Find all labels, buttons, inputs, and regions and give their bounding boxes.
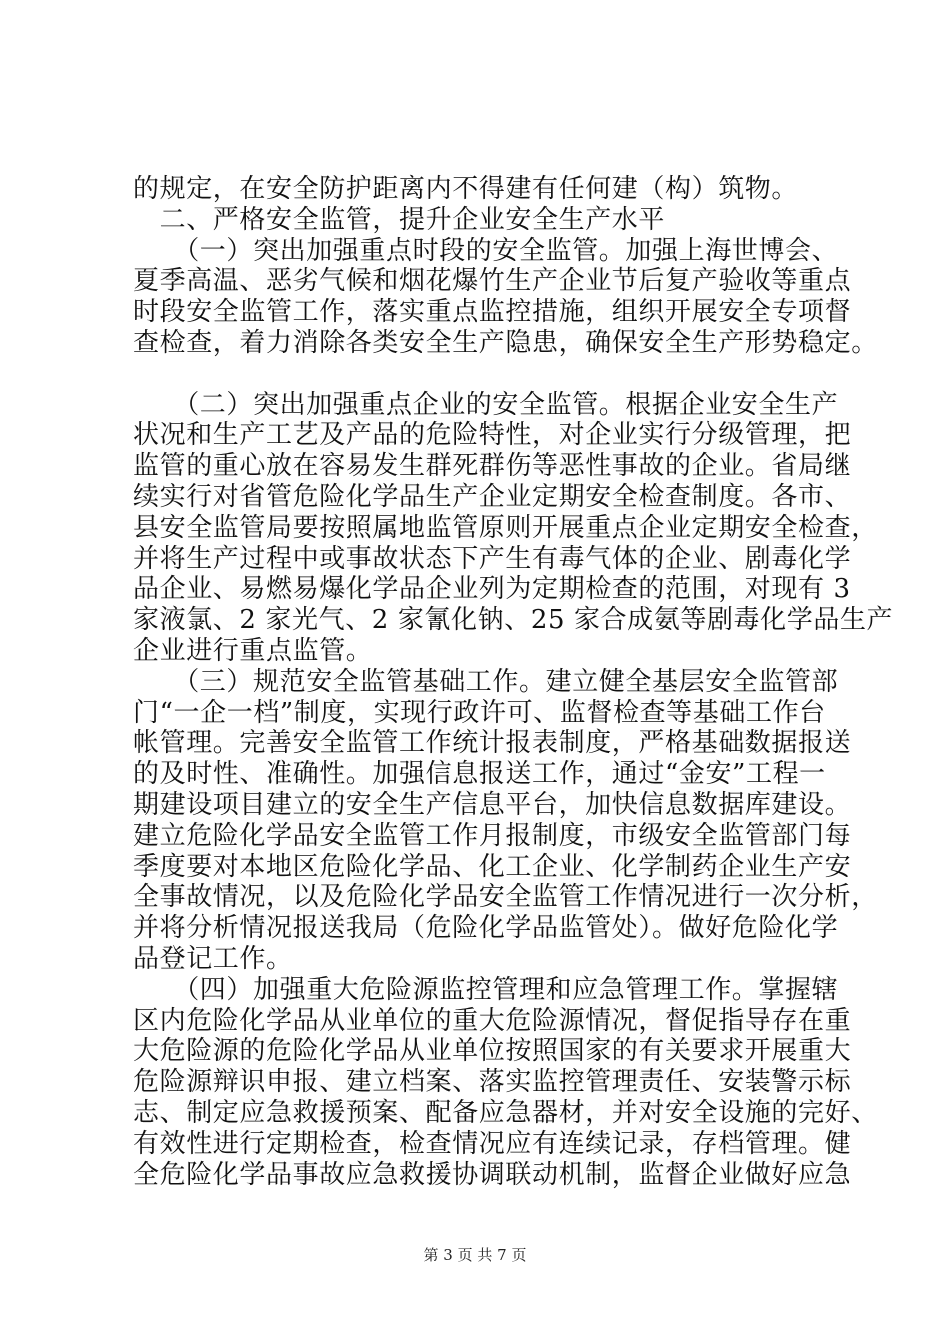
text-line: 帐管理。完善安全监管工作统计报表制度，严格基础数据报送 <box>133 728 852 759</box>
text-line: 并将分析情况报送我局（危险化学品监管处）。做好危险化学 <box>133 913 839 944</box>
text-line: 的及时性、准确性。加强信息报送工作，通过“金安”工程一 <box>133 759 826 790</box>
text-line: 志、制定应急救援预案、配备应急器材，并对安全设施的完好、 <box>133 1097 878 1128</box>
text-line: 的规定，在安全防护距离内不得建有任何建（构）筑物。 <box>133 174 799 204</box>
text-line: 危险源辩识申报、建立档案、落实监控管理责任、安装警示标 <box>133 1067 852 1098</box>
text-line: 季度要对本地区危险化学品、化工企业、化学制药企业生产安 <box>133 851 852 882</box>
section-heading: 二、严格安全监管，提升企业安全生产水平 <box>133 204 666 235</box>
text-line: 有效性进行定期检查，检查情况应有连续记录，存档管理。健 <box>133 1128 852 1159</box>
document-body <box>133 174 894 1190</box>
text-line: 续实行对省管危险化学品生产企业定期安全检查制度。各市、 <box>133 481 852 512</box>
text-line: 大危险源的危险化学品从业单位按照国家的有关要求开展重大 <box>133 1036 852 1067</box>
text-line: 品登记工作。 <box>133 943 293 974</box>
text-line: 并将生产过程中或事故状态下产生有毒气体的企业、剧毒化学 <box>133 543 852 574</box>
text-line: 区内危险化学品从业单位的重大危险源情况，督促指导存在重 <box>133 1005 852 1036</box>
text-line: 门“一企一档”制度，实现行政许可、监督检查等基础工作台 <box>133 697 826 728</box>
text-line: 时段安全监管工作，落实重点监控措施，组织开展安全专项督 <box>133 297 852 328</box>
text-line: 县安全监管局要按照属地监管原则开展重点企业定期安全检查， <box>133 512 878 543</box>
text-line: （四）加强重大危险源监控管理和应急管理工作。掌握辖 <box>133 974 839 1005</box>
text-line: 夏季高温、恶劣气候和烟花爆竹生产企业节后复产验收等重点 <box>133 266 852 297</box>
text-line: 全危险化学品事故应急救援协调联动机制，监督企业做好应急 <box>133 1159 852 1190</box>
text-line: （二）突出加强重点企业的安全监管。根据企业安全生产 <box>133 389 839 420</box>
text-line: 期建设项目建立的安全生产信息平台，加快信息数据库建设。 <box>133 789 852 820</box>
text-line: 家液氯、2 家光气、2 家氰化钠、25 家合成氨等剧毒化学品生产 <box>133 605 894 636</box>
blank-line <box>133 359 853 390</box>
text-line: 企业进行重点监管。 <box>133 635 373 666</box>
text-line: 品企业、易燃易爆化学品企业列为定期检查的范围，对现有 3 <box>133 574 851 605</box>
text-line: 监管的重心放在容易发生群死群伤等恶性事故的企业。省局继 <box>133 451 852 482</box>
text-line: （三）规范安全监管基础工作。建立健全基层安全监管部 <box>133 666 839 697</box>
text-line: 全事故情况，以及危险化学品安全监管工作情况进行一次分析， <box>133 882 878 913</box>
text-line: （一）突出加强重点时段的安全监管。加强上海世博会、 <box>133 235 839 266</box>
text-line: 状况和生产工艺及产品的危险特性，对企业实行分级管理，把 <box>133 420 852 451</box>
text-line: 建立危险化学品安全监管工作月报制度，市级安全监管部门每 <box>133 820 852 851</box>
page-number-footer: 第 3 页 共 7 页 <box>423 1246 527 1264</box>
text-line: 查检查，着力消除各类安全生产隐患，确保安全生产形势稳定。 <box>133 327 878 358</box>
